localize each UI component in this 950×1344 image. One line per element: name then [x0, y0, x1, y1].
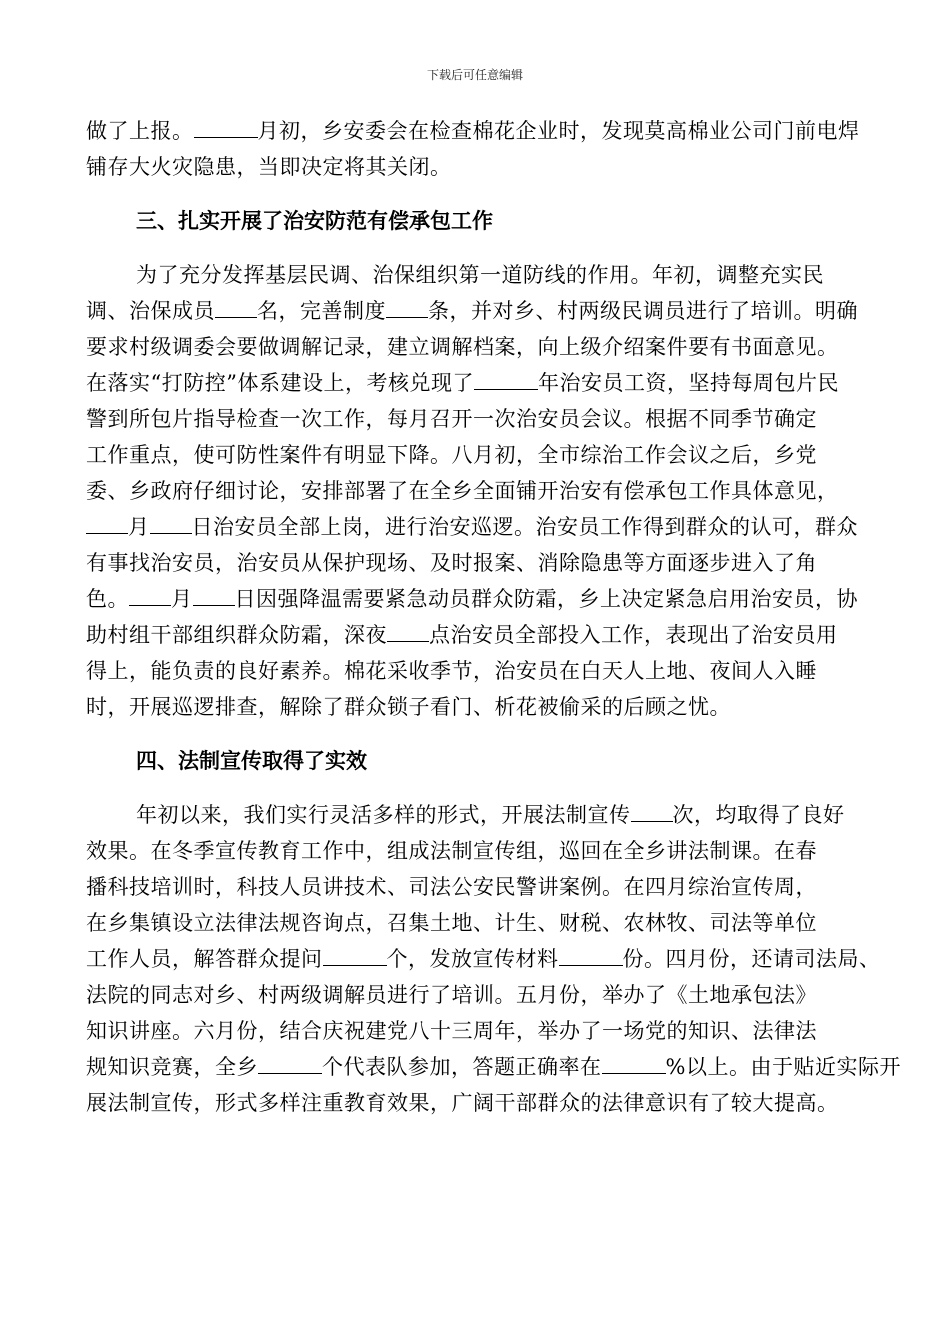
fill-blank [86, 514, 128, 534]
fill-blank [215, 298, 257, 318]
fill-blank [258, 1054, 322, 1074]
text-line: 工作人员，解答群众提问 个，发放宣传材料 份。四月份，还请司法局、 [86, 947, 881, 971]
text-line: 色。 月 日因强降温需要紧急动员群众防霜，乡上决定紧急启用治安员，协 [86, 587, 858, 611]
text-line: 为了充分发挥基层民调、治保组织第一道防线的作用。年初，调整充实民 [136, 263, 824, 287]
fill-blank [602, 1054, 666, 1074]
fill-blank [150, 514, 192, 534]
text-line: 铺存大火灾隐患，当即决定将其关闭。 [86, 155, 452, 179]
text-line: 要求村级调委会要做调解记录，建立调解档案，向上级介绍案件要有书面意见。 [86, 335, 839, 359]
fill-blank [194, 118, 258, 138]
text-line: 播科技培训时，科技人员讲技术、司法公安民警讲案例。在四月综治宣传周， [86, 875, 817, 899]
section-heading-3: 三、扎实开展了治安防范有偿承包工作 [136, 208, 493, 233]
text-line: 规知识竞赛，全乡 个代表队参加，答题正确率在 %以上。由于贴近实际开 [86, 1055, 901, 1079]
text-line: 年初以来，我们实行灵活多样的形式，开展法制宣传 次，均取得了良好 [136, 803, 845, 827]
text-line: 月 日治安员全部上岗，进行治安巡逻。治安员工作得到群众的认可，群众 [86, 513, 866, 549]
fill-blank [193, 586, 235, 606]
fill-blank [631, 802, 673, 822]
text-line: 得上，能负责的良好素养。棉花采收季节，治安员在白天人上地、夜间人入睡 [86, 659, 817, 683]
paragraph-continuation [86, 117, 866, 189]
document-body [86, 117, 901, 1125]
fill-blank [129, 586, 171, 606]
text-line: 委、乡政府仔细讨论，安排部署了在全乡全面铺开治安有偿承包工作具体意见， [86, 479, 839, 503]
fill-blank [323, 946, 387, 966]
fill-blank [387, 622, 429, 642]
text-line: 效果。在冬季宣传教育工作中，组成法制宣传组，巡回在全乡讲法制课。在春 [86, 839, 817, 863]
text-line: 工作重点，使可防性案件有明显下降。八月初，全市综治工作会议之后，乡党 [86, 443, 817, 467]
text-line: 警到所包片指导检查一次工作，每月召开一次治安员会议。根据不同季节确定 [86, 407, 817, 431]
paragraph-legal-publicity [86, 801, 901, 1125]
text-line: 时，开展巡逻排查，解除了群众锁子看门、析花被偷采的后顾之忧。 [86, 695, 731, 719]
page-header: 下载后可任意编辑 [426, 68, 523, 82]
text-line: 有事找治安员，治安员从保护现场、及时报案、消除隐患等方面逐步进入了角 [86, 551, 817, 575]
section-heading-4: 四、法制宣传取得了实效 [136, 748, 367, 773]
fill-blank [474, 370, 538, 390]
text-line: 调、治保成员 名，完善制度 条，并对乡、村两级民调员进行了培训。明确 [86, 299, 858, 323]
text-line: 在落实“打防控”体系建设上，考核兑现了 年治安员工资，坚持每周包片民 [86, 371, 839, 395]
text-line: 做了上报。 月初，乡安委会在检查棉花企业时，发现莫高棉业公司门前电焊 [86, 119, 860, 143]
text-line: 知识讲座。六月份，结合庆祝建党八十三周年，举办了一场党的知识、法律法 [86, 1019, 817, 1043]
text-line: 展法制宣传，形式多样注重教育效果，广阔干部群众的法律意识有了较大提高。 [86, 1091, 839, 1115]
fill-blank [559, 946, 623, 966]
text-line: 法院的同志对乡、村两级调解员进行了培训。五月份，举办了《土地承包法》 [86, 983, 817, 1007]
text-line: 在乡集镇设立法律法规咨询点，召集土地、计生、财税、农林牧、司法等单位 [86, 911, 817, 935]
fill-blank [386, 298, 428, 318]
text-line: 助村组干部组织群众防霜，深夜 点治安员全部投入工作，表现出了治安员用 [86, 623, 838, 647]
paragraph-security [86, 261, 866, 729]
